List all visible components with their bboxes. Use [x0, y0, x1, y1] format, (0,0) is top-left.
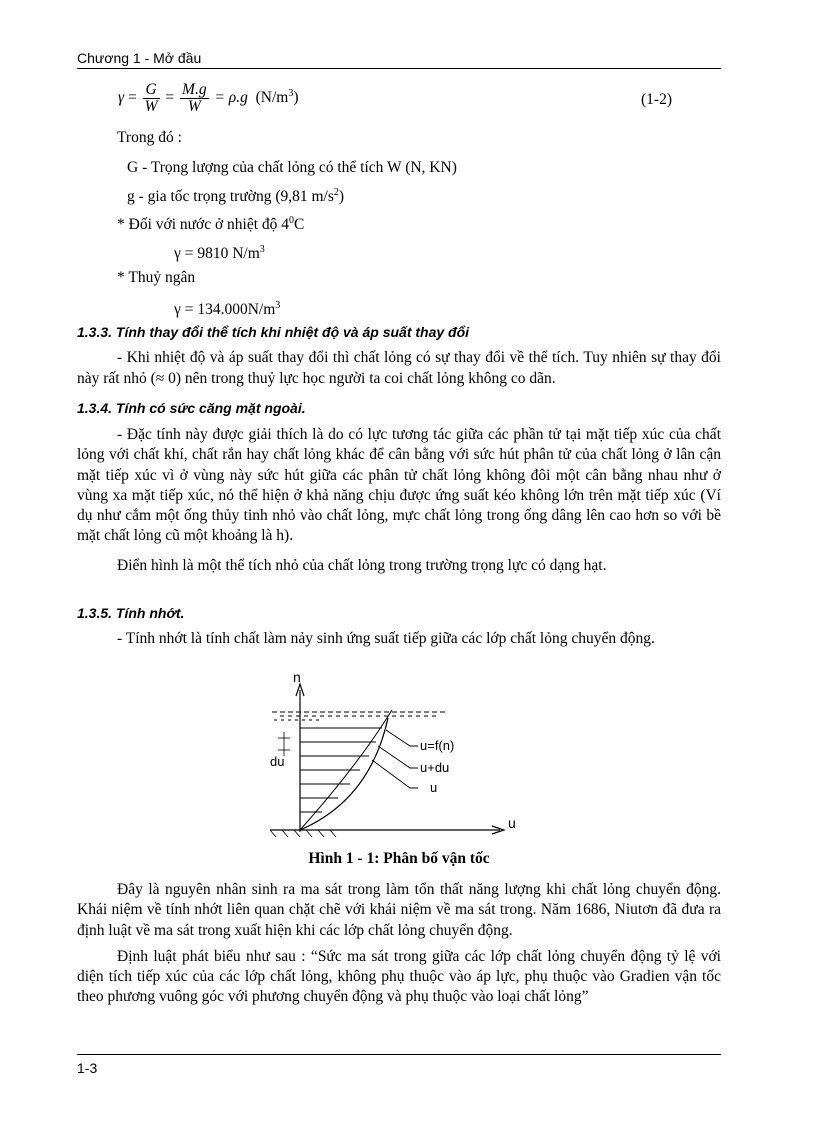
fraction-mg-w: [180, 82, 209, 115]
velocity-vectors: [300, 728, 382, 812]
label-u-plus-du: u+du: [420, 760, 450, 775]
section-1-3-5-body: [77, 629, 721, 650]
formula-unit-close: ): [293, 89, 299, 107]
formula-unit: (N/m: [255, 89, 289, 107]
heading-1-3-3: 1.3.3. Tính thay đổi thể tích khi nhiệt độ và áp suất thay đổi: [77, 324, 470, 340]
formula-tail: = ρ.g: [214, 89, 248, 107]
where-g-close: ): [338, 188, 345, 206]
du-marker: [278, 732, 290, 756]
heading-1-3-4: 1.3.4. Tính có sức căng mặt ngoài.: [77, 400, 306, 416]
water-text: * Đối với nước ở nhiệt độ 4: [117, 216, 290, 234]
velocity-distribution-figure: [260, 670, 530, 840]
section-1-3-3-body: [77, 348, 721, 389]
formula-unit-sup: 3: [288, 87, 294, 99]
mercury-line: * Thuỷ ngân: [117, 269, 196, 286]
formula-number: (1-2): [641, 91, 672, 108]
formula-eq: =: [165, 89, 175, 107]
header-rule: [77, 68, 721, 69]
mercury-value: [174, 296, 280, 320]
fraction-g-w: [143, 82, 160, 115]
frac-den: W: [144, 98, 158, 115]
paragraph: Đây là nguyên nhân sinh ra ma sát trong làm tổn thất năng lượng khi chất lỏng chuyển động. Khái niệm về tính nhớt liên quan chặt chẽ với khái niệm về ma sát trong. Năm 1686, Niutơn đã đưa ra định luật về ma sát trong xuất hiện khi các lớp chất lỏng chuyển động.: [77, 881, 721, 939]
figure-caption: Hình 1 - 1: Phân bố vận tốc: [308, 850, 490, 867]
paragraph: - Đặc tính này được giải thích là do có lực tương tác giữa các phần tử tại mặt tiếp xúc của chất lỏng với chất khí, chất rắn hay chất lỏng khác để cân bằng với sức hút phân tử của chất lỏng ở lân cận mặt tiếp xúc vì ở vùng này sức hút giữa các phân tử chất lỏng không đôi một cân bằng nhau như ở vùng xa mặt tiếp xúc, nó thể hiện ở khả năng chịu được ứng suất kéo không lớn trên mặt tiếp xúc (Ví dụ như cắm một ống thủy tinh nhỏ vào chất lỏng, mực chất lỏng trong ống dâng lên cao hơn so với bề mặt chất lỏng cũ một khoảng là h).: [77, 426, 721, 545]
free-surface: [272, 712, 448, 720]
water-value: [174, 240, 265, 264]
formula-eq: =: [127, 89, 137, 107]
where-g-sup: 2: [333, 187, 339, 198]
water-sup: 0: [289, 215, 295, 226]
heading-1-3-5: 1.3.5. Tính nhớt.: [77, 605, 185, 621]
footer-rule: [77, 1054, 721, 1055]
paragraph: - Tính nhớt là tính chất làm nảy sinh ứng suất tiếp giữa các lớp chất lỏng chuyển động.: [117, 630, 655, 647]
where-g-text: g - gia tốc trọng trường (9,81 m/s: [127, 188, 334, 206]
paragraph: - Khi nhiệt độ và áp suất thay đổi thì chất lỏng có sự thay đổi về thể tích. Tuy nhiên sự thay đổi này rất nhỏ (≈ 0) nên trong thuỷ lực học người ta coi chất lỏng không co dãn.: [77, 349, 721, 387]
label-u: u: [430, 780, 438, 795]
where-title: Trong đó :: [117, 129, 182, 146]
where-G: G - Trọng lượng của chất lỏng có thể tích W (N, KN): [127, 159, 457, 176]
u-axis-label: u: [508, 815, 516, 831]
section-1-3-4-body: [77, 425, 721, 576]
frac-den: W: [187, 98, 201, 115]
label-u-f-n: u=f(n): [420, 738, 455, 753]
velocity-profile-curve: [300, 718, 388, 830]
frac-num: G: [143, 82, 160, 99]
water-val-text: γ = 9810 N/m: [174, 245, 260, 263]
chapter-header: Chương 1 - Mở đầu: [77, 50, 202, 66]
mercury-val-text: γ = 134.000N/m: [174, 301, 276, 319]
n-axis-label: n: [293, 670, 301, 685]
water-c: C: [294, 216, 305, 234]
where-g: [127, 183, 344, 207]
water-line: [117, 211, 304, 235]
after-figure-body: [77, 880, 721, 1008]
frac-num: M.g: [182, 81, 207, 98]
paragraph: Điển hình là một thể tích nhỏ của chất lỏng trong trường trọng lực có dạng hạt.: [117, 556, 607, 574]
water-val-sup: 3: [259, 244, 265, 255]
paragraph: Định luật phát biểu như sau : “Sức ma sát trong giữa các lớp chất lỏng chuyển động tỷ lệ với diện tích tiếp xúc của các lớp chất lỏng, không phụ thuộc vào áp lực, phụ thuộc vào Gradien vận tốc theo phương vuông góc với phương chuyển động và phụ thuộc vào loại chất lỏng”: [77, 947, 721, 1006]
formula-gamma: γ: [118, 89, 125, 107]
page-number: 1-3: [77, 1060, 98, 1076]
du-label: du: [270, 754, 285, 769]
mercury-val-sup: 3: [275, 300, 281, 311]
formula-1-2: [118, 82, 299, 115]
bed-hatch: [270, 830, 336, 837]
leader-lines: [372, 730, 418, 788]
